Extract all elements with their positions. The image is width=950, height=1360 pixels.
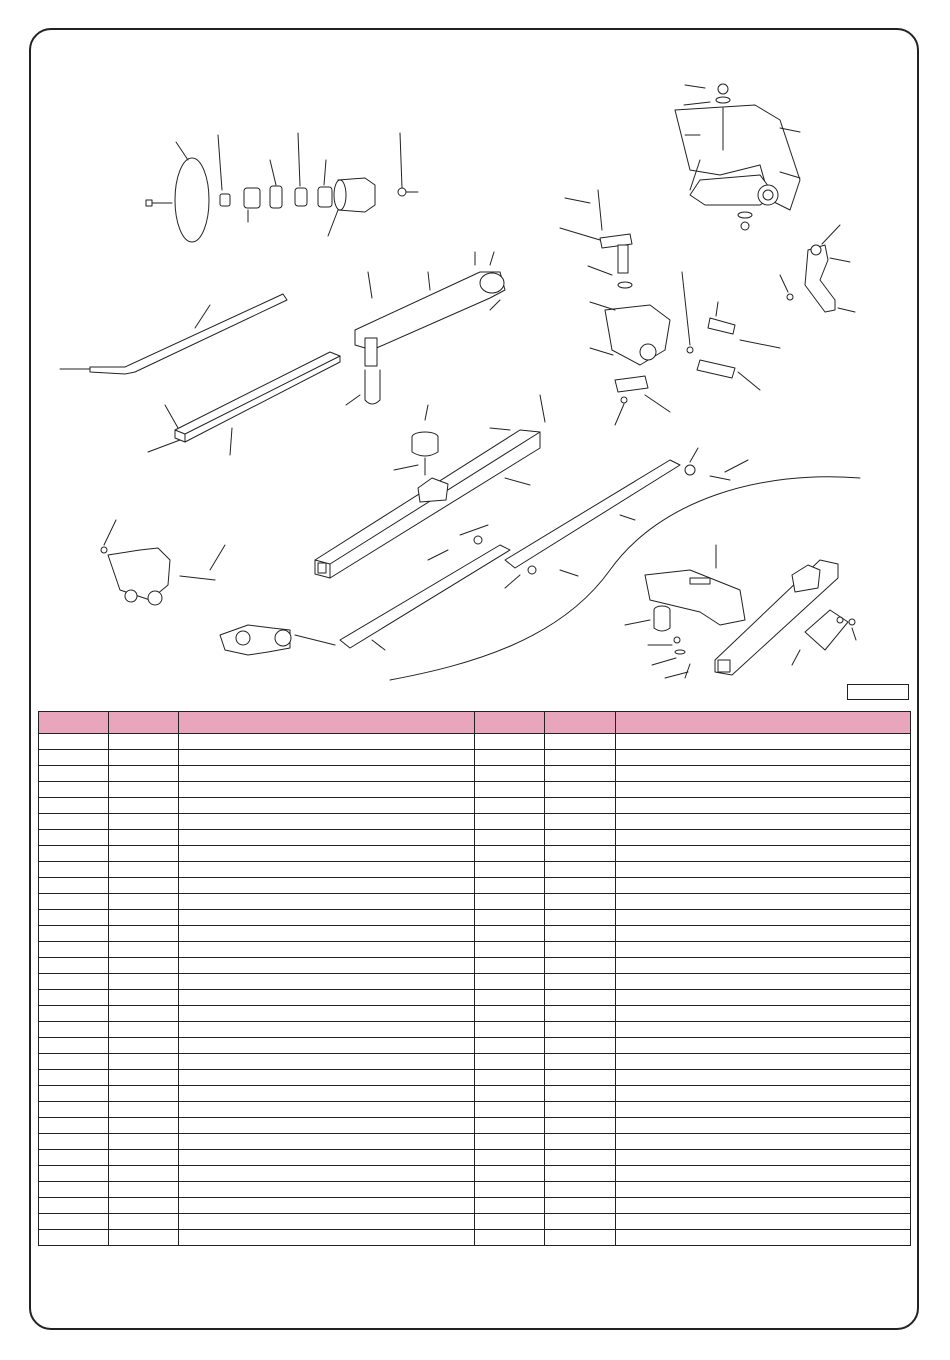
table-cell (545, 798, 616, 814)
table-row (39, 942, 911, 958)
table-cell (545, 990, 616, 1006)
table-cell (545, 1038, 616, 1054)
table-cell (39, 910, 109, 926)
table-cell (616, 766, 911, 782)
table-cell (109, 926, 179, 942)
table-cell (109, 1102, 179, 1118)
table-cell (39, 1182, 109, 1198)
table-cell (545, 750, 616, 766)
table-cell (475, 1070, 545, 1086)
table-cell (179, 830, 475, 846)
table-cell (616, 1198, 911, 1214)
table-cell (109, 894, 179, 910)
table-cell (545, 1070, 616, 1086)
table-cell (39, 1038, 109, 1054)
exploded-parts-diagram (31, 30, 917, 710)
table-cell (616, 734, 911, 750)
flat-bars (340, 448, 748, 650)
table-cell (39, 734, 109, 750)
table-cell (616, 782, 911, 798)
table-cell (109, 1054, 179, 1070)
header-description-left (179, 712, 475, 734)
table-row (39, 878, 911, 894)
table-cell (475, 1230, 545, 1246)
table-cell (545, 974, 616, 990)
table-cell (179, 1118, 475, 1134)
table-cell (475, 862, 545, 878)
table-row (39, 1166, 911, 1182)
table-cell (109, 990, 179, 1006)
table-cell (39, 1070, 109, 1086)
table-cell (475, 990, 545, 1006)
table-cell (109, 1150, 179, 1166)
table-cell (616, 894, 911, 910)
table-cell (475, 878, 545, 894)
table-cell (179, 1086, 475, 1102)
table-cell (39, 926, 109, 942)
table-cell (475, 750, 545, 766)
table-cell (39, 990, 109, 1006)
table-row (39, 846, 911, 862)
table-cell (616, 846, 911, 862)
table-cell (545, 910, 616, 926)
header-code-left (109, 712, 179, 734)
table-row (39, 862, 911, 878)
table-cell (545, 1006, 616, 1022)
table-cell (179, 990, 475, 1006)
table-cell (109, 1118, 179, 1134)
table-cell (616, 1022, 911, 1038)
table-cell (475, 1006, 545, 1022)
table-cell (545, 1102, 616, 1118)
table-cell (616, 1182, 911, 1198)
table-row (39, 894, 911, 910)
table-row (39, 926, 911, 942)
table-cell (109, 1230, 179, 1246)
table-cell (179, 846, 475, 862)
table-cell (39, 1118, 109, 1134)
table-cell (109, 1070, 179, 1086)
table-cell (179, 1038, 475, 1054)
table-cell (545, 766, 616, 782)
table-cell (545, 878, 616, 894)
table-cell (109, 1182, 179, 1198)
table-cell (616, 990, 911, 1006)
table-cell (109, 1038, 179, 1054)
table-cell (39, 814, 109, 830)
table-cell (545, 782, 616, 798)
table-cell (475, 942, 545, 958)
table-cell (179, 1054, 475, 1070)
table-row (39, 1038, 911, 1054)
table-row (39, 766, 911, 782)
table-cell (179, 1166, 475, 1182)
table-cell (616, 1102, 911, 1118)
table-row (39, 990, 911, 1006)
table-cell (179, 862, 475, 878)
table-row (39, 750, 911, 766)
table-row (39, 798, 911, 814)
table-cell (179, 878, 475, 894)
table-cell (39, 1054, 109, 1070)
table-cell (475, 1166, 545, 1182)
table-cell (109, 750, 179, 766)
table-cell (179, 1070, 475, 1086)
table-cell (39, 750, 109, 766)
table-row (39, 1102, 911, 1118)
table-cell (109, 974, 179, 990)
table-cell (109, 1006, 179, 1022)
table-row (39, 1182, 911, 1198)
table-cell (616, 1166, 911, 1182)
table-cell (475, 1102, 545, 1118)
table-cell (39, 1022, 109, 1038)
table-cell (545, 958, 616, 974)
table-cell (475, 958, 545, 974)
table-cell (109, 846, 179, 862)
header-description-right (616, 712, 911, 734)
table-cell (109, 766, 179, 782)
table-cell (616, 910, 911, 926)
table-cell (545, 1214, 616, 1230)
table-row (39, 1086, 911, 1102)
table-cell (39, 878, 109, 894)
table-cell (179, 926, 475, 942)
table-cell (179, 1006, 475, 1022)
table-cell (179, 766, 475, 782)
table-cell (39, 830, 109, 846)
table-cell (475, 846, 545, 862)
table-cell (616, 1134, 911, 1150)
table-cell (545, 1182, 616, 1198)
table-cell (109, 1134, 179, 1150)
table-cell (109, 798, 179, 814)
table-cell (545, 942, 616, 958)
table-row (39, 1230, 911, 1246)
table-cell (179, 942, 475, 958)
table-cell (475, 974, 545, 990)
table-cell (545, 830, 616, 846)
crank-lever (780, 225, 855, 312)
table-cell (616, 814, 911, 830)
table-cell (179, 814, 475, 830)
square-tube-arm-left (148, 352, 340, 455)
table-cell (475, 782, 545, 798)
table-cell (109, 1166, 179, 1182)
table-cell (109, 1086, 179, 1102)
table-cell (475, 1150, 545, 1166)
table-cell (109, 862, 179, 878)
table-cell (39, 1134, 109, 1150)
table-cell (109, 878, 179, 894)
table-cell (475, 1054, 545, 1070)
header-ref-left (39, 712, 109, 734)
table-cell (39, 782, 109, 798)
table-cell (39, 766, 109, 782)
table-cell (545, 894, 616, 910)
table-cell (475, 734, 545, 750)
table-row (39, 734, 911, 750)
table-cell (545, 1134, 616, 1150)
table-cell (545, 1086, 616, 1102)
table-cell (109, 782, 179, 798)
table-cell (475, 1214, 545, 1230)
table-cell (616, 862, 911, 878)
table-cell (545, 1166, 616, 1182)
table-row (39, 1070, 911, 1086)
table-cell (616, 926, 911, 942)
table-row (39, 830, 911, 846)
hub-arm (346, 252, 505, 405)
page-number-box (847, 684, 909, 700)
table-cell (109, 830, 179, 846)
table-row (39, 1118, 911, 1134)
table-cell (179, 1230, 475, 1246)
table-cell (616, 798, 911, 814)
table-cell (179, 1102, 475, 1118)
table-cell (109, 734, 179, 750)
table-cell (179, 910, 475, 926)
table-cell (109, 958, 179, 974)
table-cell (39, 862, 109, 878)
table-row (39, 1054, 911, 1070)
table-cell (475, 798, 545, 814)
table-cell (109, 942, 179, 958)
table-header-row (39, 712, 911, 734)
table-cell (616, 942, 911, 958)
table-row (39, 1150, 911, 1166)
table-cell (179, 1150, 475, 1166)
table-cell (475, 1022, 545, 1038)
table-cell (109, 910, 179, 926)
table-row (39, 1198, 911, 1214)
table-cell (475, 1198, 545, 1214)
table-cell (545, 814, 616, 830)
table-cell (475, 830, 545, 846)
main-square-tube (315, 395, 545, 578)
table-cell (545, 1150, 616, 1166)
table-cell (39, 1150, 109, 1166)
table-cell (39, 1086, 109, 1102)
parts-table-body (39, 734, 911, 1246)
table-cell (39, 1198, 109, 1214)
table-cell (179, 1198, 475, 1214)
table-cell (179, 1214, 475, 1230)
table-cell (179, 782, 475, 798)
table-row (39, 910, 911, 926)
table-cell (545, 1230, 616, 1246)
pivot-bracket-top-right (675, 84, 800, 230)
table-cell (39, 846, 109, 862)
table-cell (179, 894, 475, 910)
table-cell (545, 862, 616, 878)
table-cell (616, 1054, 911, 1070)
table-cell (39, 942, 109, 958)
table-row (39, 1134, 911, 1150)
table-row (39, 958, 911, 974)
parts-table (38, 711, 911, 1246)
table-cell (109, 1198, 179, 1214)
table-row (39, 782, 911, 798)
table-cell (616, 1230, 911, 1246)
table-cell (475, 1134, 545, 1150)
mount-bracket-left (101, 520, 225, 605)
table-cell (109, 1214, 179, 1230)
table-cell (39, 1102, 109, 1118)
table-cell (179, 734, 475, 750)
table-cell (616, 878, 911, 894)
table-cell (616, 1038, 911, 1054)
table-cell (109, 1022, 179, 1038)
table-cell (475, 910, 545, 926)
header-ref-right (475, 712, 545, 734)
table-cell (616, 958, 911, 974)
table-row (39, 974, 911, 990)
table-cell (475, 894, 545, 910)
table-cell (545, 846, 616, 862)
table-cell (545, 1118, 616, 1134)
table-cell (109, 814, 179, 830)
disc-hub-assembly (146, 133, 418, 242)
table-cell (616, 1150, 911, 1166)
table-cell (475, 1038, 545, 1054)
bottom-right-frame-assembly (625, 545, 856, 678)
table-cell (179, 1182, 475, 1198)
table-cell (545, 926, 616, 942)
table-cell (39, 1214, 109, 1230)
table-cell (39, 1230, 109, 1246)
threaded-rod (60, 294, 287, 374)
table-cell (545, 1022, 616, 1038)
table-cell (616, 1118, 911, 1134)
table-cell (475, 814, 545, 830)
table-cell (616, 1086, 911, 1102)
table-cell (475, 1182, 545, 1198)
table-cell (616, 1214, 911, 1230)
table-cell (475, 926, 545, 942)
table-cell (179, 958, 475, 974)
table-cell (39, 958, 109, 974)
table-row (39, 1006, 911, 1022)
table-cell (545, 734, 616, 750)
header-code-right (545, 712, 616, 734)
table-row (39, 1022, 911, 1038)
table-cell (179, 798, 475, 814)
table-cell (39, 974, 109, 990)
table-cell (39, 798, 109, 814)
table-cell (179, 750, 475, 766)
table-cell (545, 1198, 616, 1214)
table-cell (475, 766, 545, 782)
clamp-fitting (220, 625, 335, 655)
table-cell (616, 750, 911, 766)
table-cell (616, 1006, 911, 1022)
table-cell (616, 1070, 911, 1086)
table-cell (179, 1022, 475, 1038)
table-cell (475, 1086, 545, 1102)
table-cell (39, 1006, 109, 1022)
table-cell (179, 1134, 475, 1150)
table-row (39, 1214, 911, 1230)
table-cell (616, 830, 911, 846)
table-cell (545, 1054, 616, 1070)
table-cell (179, 974, 475, 990)
table-cell (39, 894, 109, 910)
table-cell (39, 1166, 109, 1182)
table-cell (475, 1118, 545, 1134)
table-cell (616, 974, 911, 990)
table-row (39, 814, 911, 830)
